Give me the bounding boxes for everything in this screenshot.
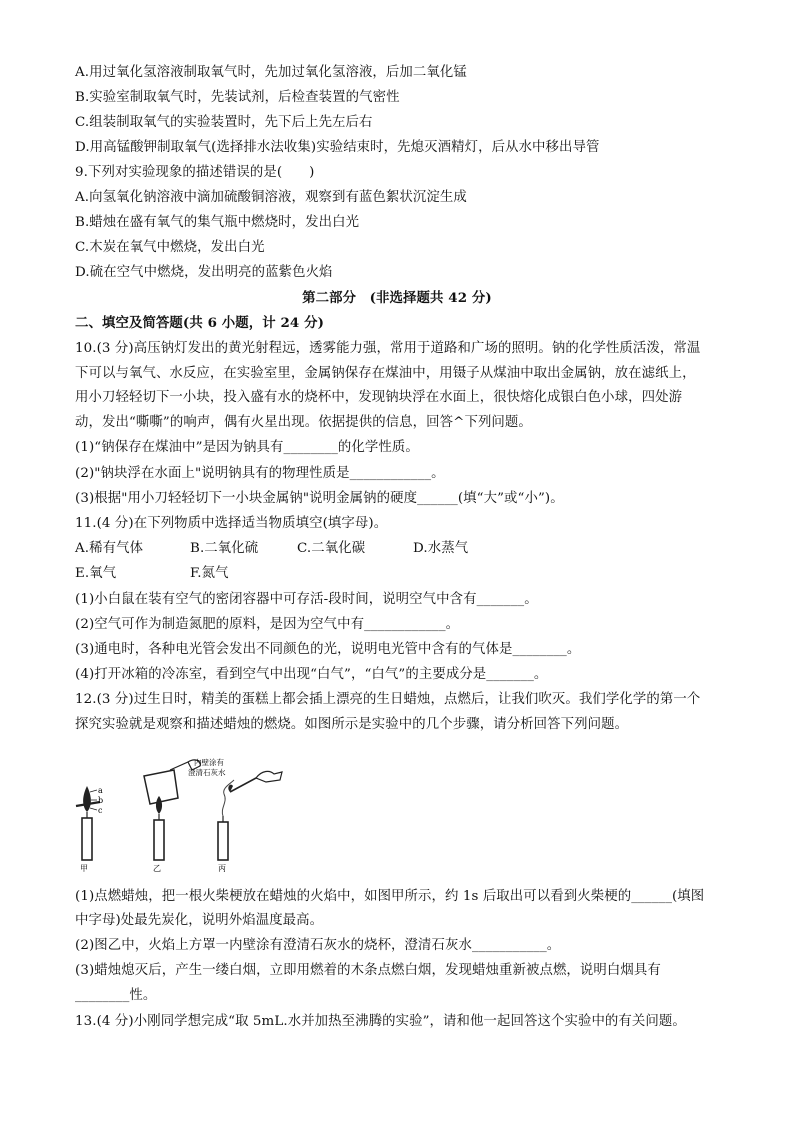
section-heading: 二、填空及简答题(共 6 小题，计 24 分) [75, 315, 325, 331]
q13-stem: 13.(4 分)小刚同学想完成“取 5mL.水并加热至沸腾的实验”，请和他一起回答这个实验中的有关问题。 [75, 1014, 686, 1029]
q11-sub1: (1)小白鼠在装有空气的密闭容器中可存活-段时间，说明空气中含有_______。 [75, 592, 538, 607]
caption-bing: 丙 [218, 864, 226, 873]
q12-sub3: (3)蜡烛熄灭后，产生一缕白烟，立即用燃着的木条点燃白烟，发现蜡烛重新被点燃，说明白烟具有 [75, 963, 661, 978]
caption-jia: 甲 [80, 864, 88, 873]
q11-options-row2 [75, 565, 725, 583]
q12-sub1-cont: 中字母)处最先炭化，说明外焰温度最高。 [75, 913, 324, 928]
q9-option-d: D.硫在空气中燃烧，发出明亮的蓝紫色火焰 [75, 265, 333, 280]
q11-sub2: (2)空气可作为制造氮肥的原料，是因为空气中有____________。 [75, 617, 460, 632]
candle-jia-drawing [76, 786, 103, 873]
q10-text-line: 10.(3 分)高压钠灯发出的黄光射程远，透雾能力强，常用于道路和广场的照明。钠的化学性质活泼，常温 [75, 341, 701, 356]
q9-option-a: A.向氢氧化钠溶液中滴加硫酸铜溶液，观察到有蓝色絮状沉淀生成 [75, 190, 467, 205]
figure-label-line2: 澄清石灰水 [188, 768, 226, 777]
q11-option: D.水蒸气 [413, 541, 469, 556]
q9-stem: 9.下列对实验现象的描述错误的是( ) [75, 165, 315, 180]
q10-sub1: (1)“钠保存在煤油中”是因为钠具有________的化学性质。 [75, 440, 419, 455]
label-b: b [98, 796, 104, 805]
q11-sub4: (4)打开冰箱的冷冻室，看到空气中出现“白气”，“白气”的主要成分是_______。 [75, 667, 548, 682]
q10-sub2: (2)"钠块浮在水面上"说明钠具有的物理性质是____________。 [75, 466, 445, 481]
q11-stem: 11.(4 分)在下列物质中选择适当物质填空(填字母)。 [75, 516, 388, 531]
q12-sub3-cont: ________性。 [75, 988, 157, 1003]
q12-text-line: 12.(3 分)过生日时，精美的蛋糕上都会插上漂亮的生日蜡烛，点燃后，让我们吹灭。我们学化学的第一个 [75, 692, 701, 707]
q12-text-line: 探究实验就是观察和描述蜡烛的燃烧。如图所示是实验中的几个步骤，请分析回答下列问题。 [75, 717, 629, 732]
q8-option-a: A.用过氧化氢溶液制取氧气时，先加过氧化氢溶液，后加二氧化锰 [75, 65, 467, 80]
q10-text-line: 动，发出“嘶嘶”的响声，偶有火星出现。依据提供的信息，回答^下列问题。 [75, 415, 532, 430]
candle-bing-drawing [218, 771, 282, 873]
q10-text-line: 下可以与氧气、水反应，在实验室里，金属钠保存在煤油中，用镊子从煤油中取出金属钠，放在滤纸上， [75, 366, 696, 381]
q11-option: B.二氧化硫 [190, 541, 259, 556]
part-two-heading: 第二部分 (非选择题共 42 分) [302, 290, 492, 306]
q11-options-row1 [75, 540, 725, 558]
q11-option: F.氮气 [190, 566, 229, 581]
q12-sub2: (2)图乙中，火焰上方罩一内壁涂有澄清石灰水的烧杯，澄清石灰水___________。 [75, 938, 561, 953]
q12-sub1: (1)点燃蜡烛，把一根火柴梗放在蜡烛的火焰中，如图甲所示，约 1s 后取出可以看到火柴梗的______(填图 [75, 889, 705, 904]
q10-text-line: 用小刀轻轻切下一小块，投入盛有水的烧杯中，发现钠块浮在水面上，很快熔化成银白色小球，四处游 [75, 390, 683, 405]
caption-yi: 乙 [153, 864, 161, 873]
q8-option-c: C.组装制取氧气的实验装置时，先下后上先左后右 [75, 115, 373, 130]
q8-option-d: D.用高锰酸钾制取氧气(选择排水法收集)实验结束时，先熄灭酒精灯，后从水中移出导管 [75, 140, 600, 155]
q11-sub3: (3)通电时，各种电光管会发出不同颜色的光，说明电光管中含有的气体是________。 [75, 642, 581, 657]
q9-option-b: B.蜡烛在盛有氧气的集气瓶中燃烧时，发出白光 [75, 215, 360, 230]
q8-option-b: B.实验室制取氧气时，先装试剂，后检查装置的气密性 [75, 90, 400, 105]
q11-option: E.氧气 [75, 566, 117, 581]
label-c: c [98, 806, 103, 815]
q9-option-c: C.木炭在氧气中燃烧，发出白光 [75, 240, 265, 255]
q11-option: C.二氧化碳 [297, 541, 366, 556]
q10-sub3: (3)根据"用小刀轻轻切下一小块金属钠"说明金属钠的硬度______(填“大”或“小”)。 [75, 491, 564, 506]
label-a: a [98, 786, 103, 795]
figure-label-line1: 内壁涂有 [194, 758, 224, 767]
candle-experiment-figure [70, 756, 310, 874]
q11-option: A.稀有气体 [75, 541, 144, 556]
